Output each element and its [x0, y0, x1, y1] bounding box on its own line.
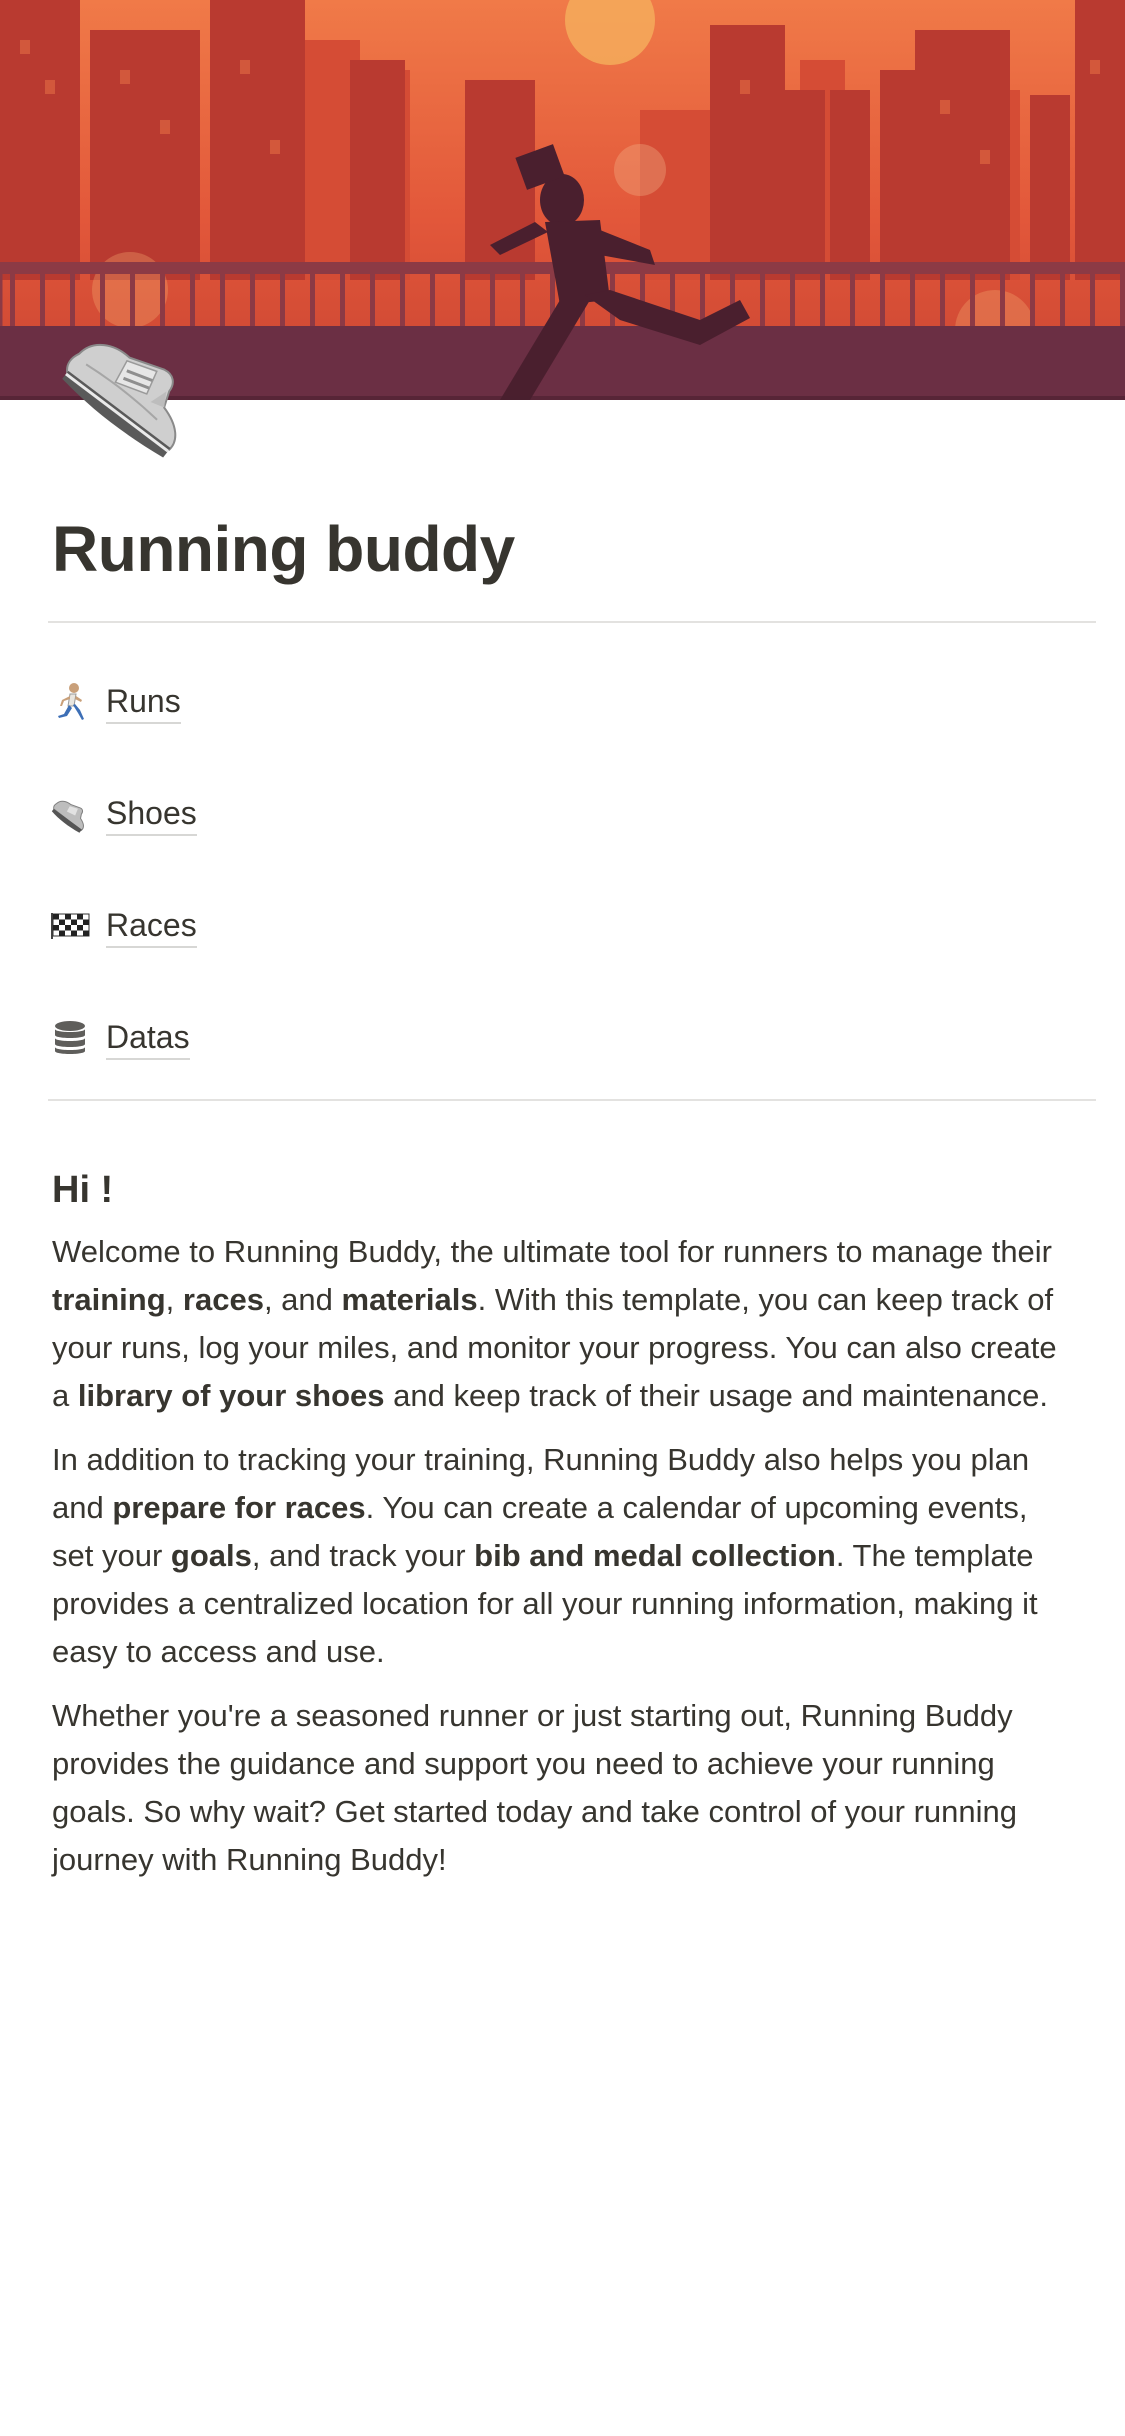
- text: . With this template, you can keep track of your runs, log your miles, and monitor your progress. You can also create a: [52, 1282, 1057, 1413]
- page-content: [52, 1160, 1077, 1900]
- link-races[interactable]: [48, 898, 197, 954]
- divider-bottom: [48, 1099, 1096, 1101]
- link-runs[interactable]: [48, 674, 181, 730]
- link-label: Datas: [106, 1017, 190, 1060]
- paragraph-closing: Whether you're a seasoned runner or just starting out, Running Buddy provides the guidance and support you need to achieve your running goals. So why wait? Get started today and take control of your running journey with Running Buddy!: [52, 1698, 1017, 1877]
- page-title: Running buddy: [52, 513, 515, 585]
- link-shoes[interactable]: [48, 786, 197, 842]
- paragraph-welcome: [52, 1228, 1077, 1420]
- section-heading: Hi !: [52, 1169, 114, 1211]
- link-datas[interactable]: [48, 1010, 190, 1066]
- running-shoe-icon[interactable]: [48, 312, 208, 472]
- bold-text: materials: [341, 1282, 478, 1317]
- text: . You can create a calendar of upcoming events, set your: [52, 1490, 1028, 1573]
- link-label: Races: [106, 905, 197, 948]
- bold-text: bib and medal collection: [474, 1538, 836, 1573]
- bold-text: races: [182, 1282, 264, 1317]
- paragraph-races: [52, 1436, 1077, 1676]
- text: ,: [165, 1282, 183, 1317]
- text: and keep track of their usage and maintenance.: [384, 1378, 1048, 1413]
- text: , and track your: [251, 1538, 475, 1573]
- bold-text: prepare for races: [112, 1490, 366, 1525]
- bold-text: training: [52, 1282, 166, 1317]
- shoe-icon: [48, 792, 92, 836]
- database-icon: [48, 1016, 92, 1060]
- runner-icon: [48, 680, 92, 724]
- divider-top: [48, 621, 1096, 623]
- bold-text: goals: [170, 1538, 252, 1573]
- checkered-flag-icon: [48, 904, 92, 948]
- text: Welcome to Running Buddy, the ultimate tool for runners to manage their: [52, 1234, 1053, 1269]
- bold-text: library of your shoes: [77, 1378, 385, 1413]
- text: , and: [263, 1282, 342, 1317]
- link-label: Runs: [106, 681, 181, 724]
- link-label: Shoes: [106, 793, 197, 836]
- text: . The template provides a centralized location for all your running information, making it easy to access and use.: [52, 1538, 1038, 1669]
- text: In addition to tracking your training, Running Buddy also helps you plan and: [52, 1442, 1030, 1525]
